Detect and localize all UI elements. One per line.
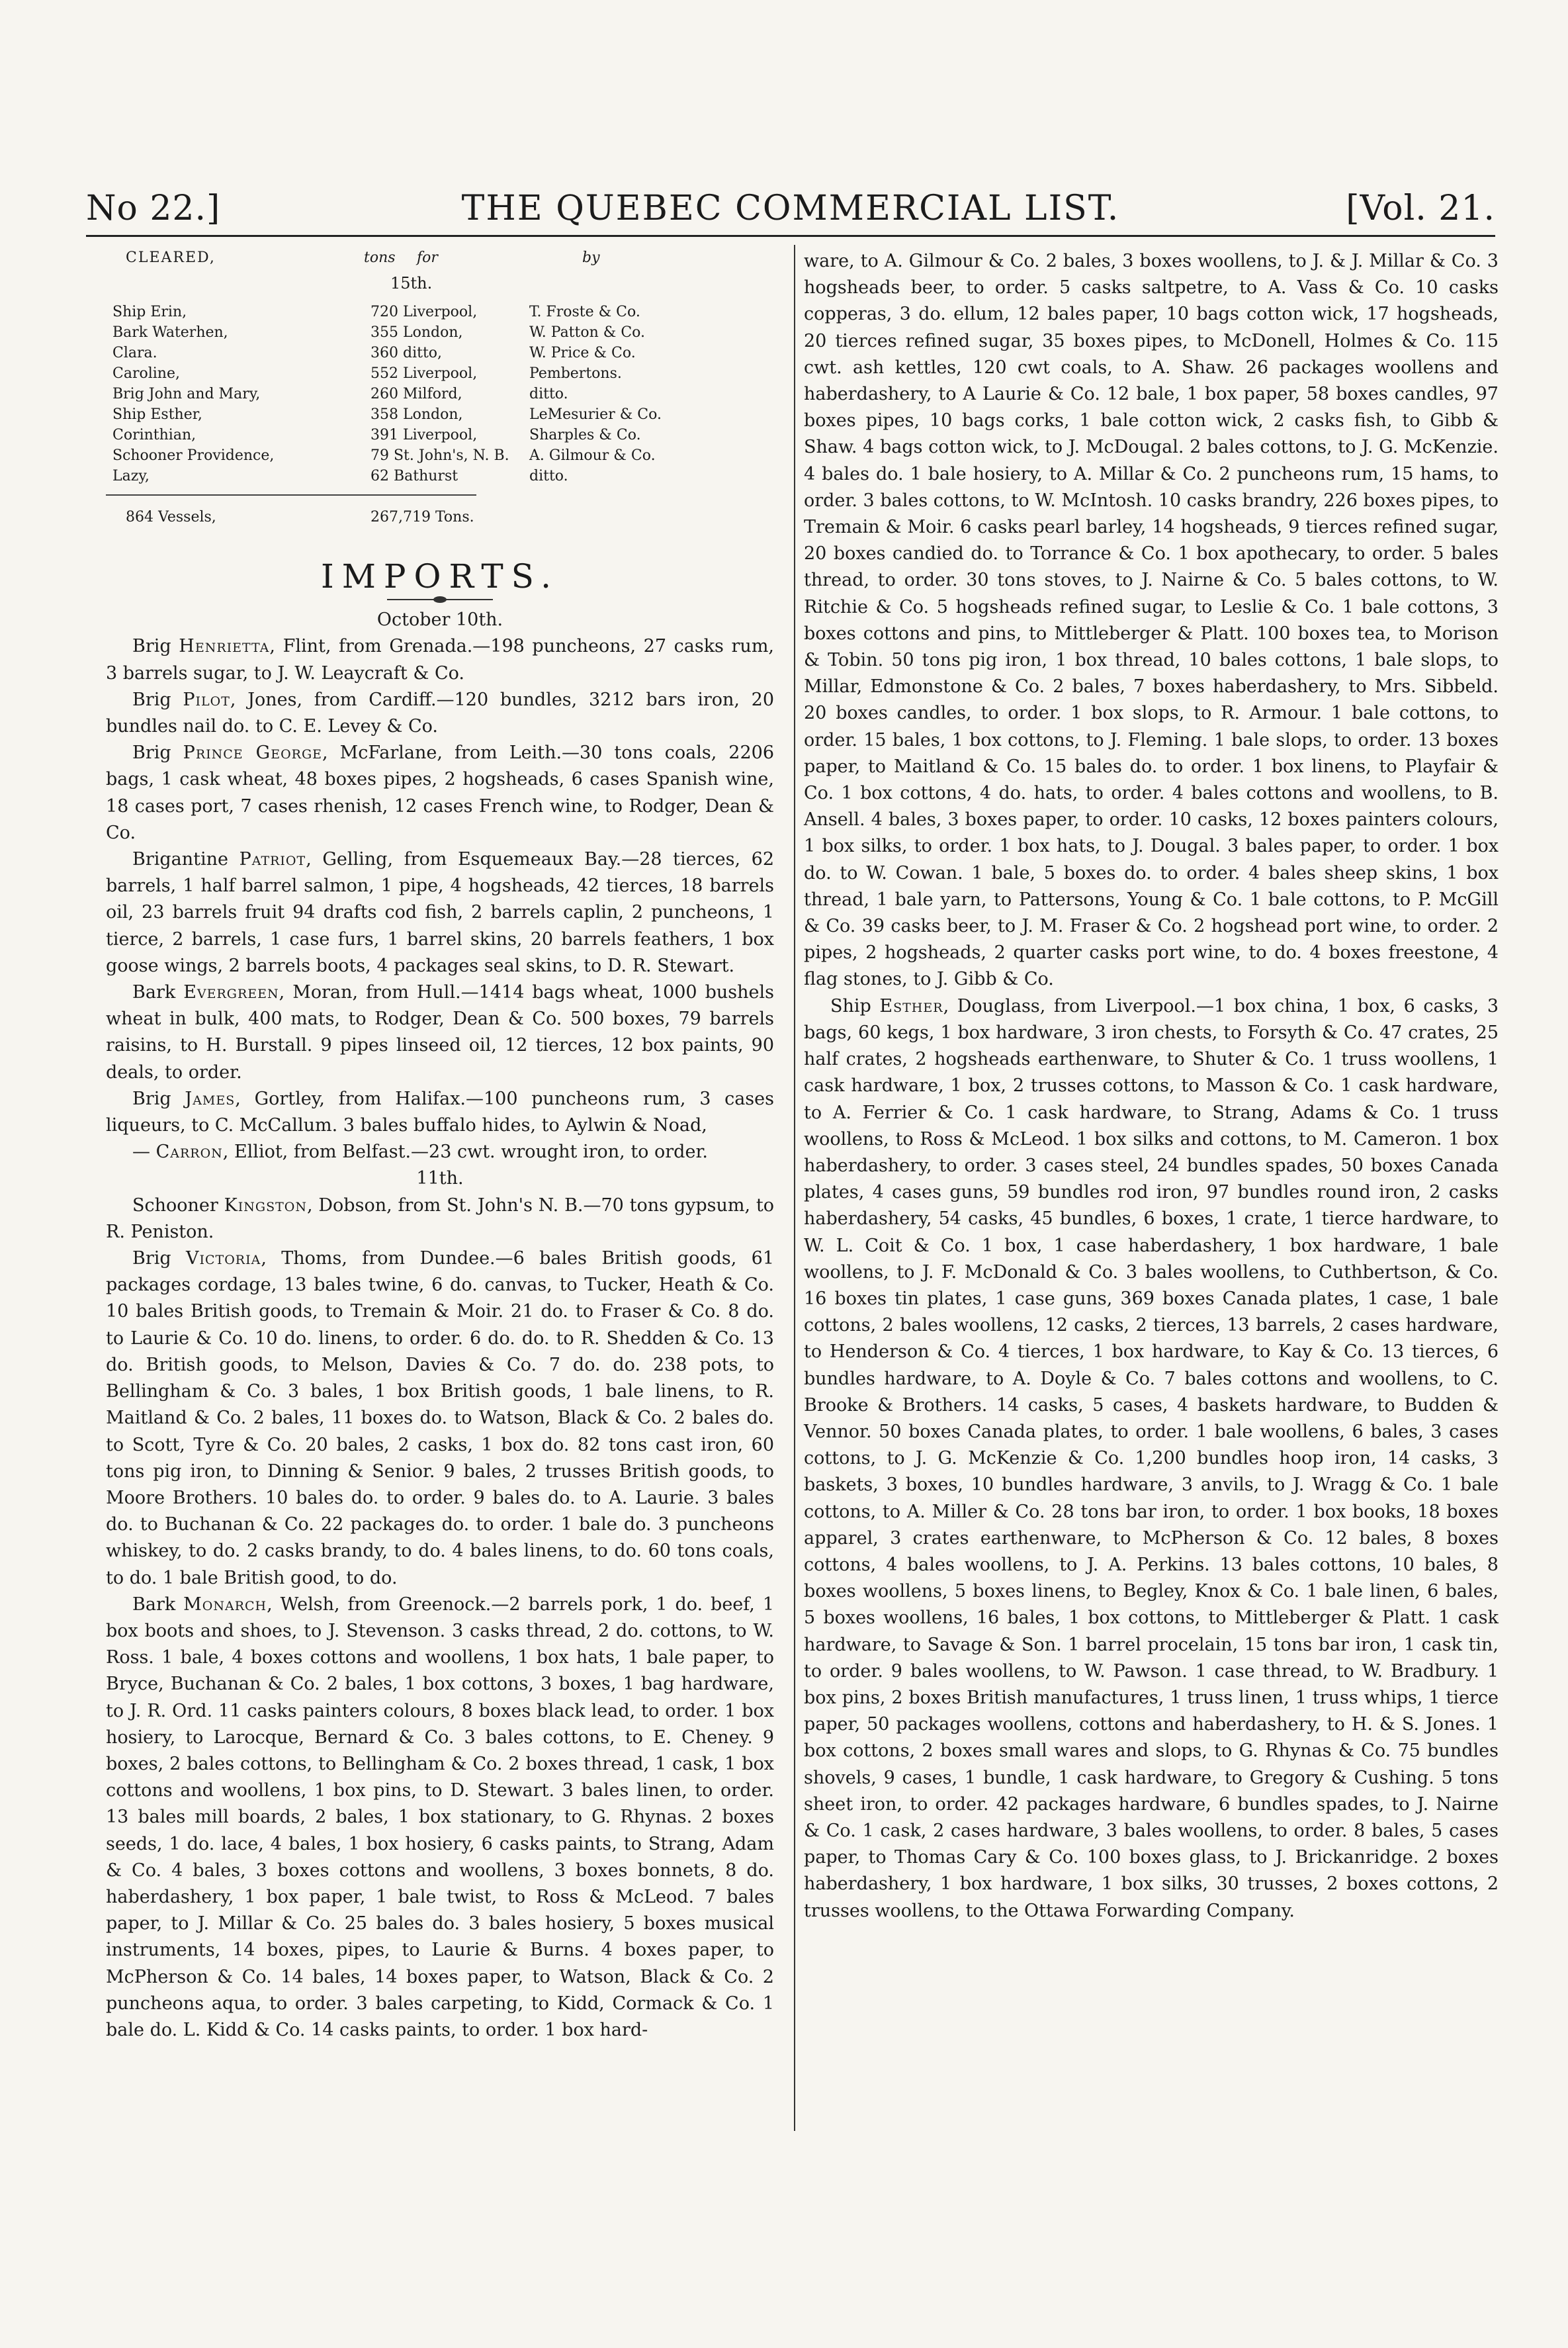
cleared-by: Pembertons. bbox=[529, 365, 622, 382]
ship-name: Caroline, bbox=[112, 365, 180, 382]
cleared-by: W. Patton & Co. bbox=[529, 324, 646, 341]
imports-heading: IMPORTS. bbox=[320, 557, 560, 596]
cleared-row bbox=[106, 467, 774, 486]
cleared-row bbox=[106, 405, 774, 425]
ship-name: Ship Erin, bbox=[112, 304, 187, 320]
manifest-entry: — Carron, Elliot, from Belfast.—23 cwt. wrought iron, to order. bbox=[132, 1142, 708, 1163]
tons-destination: 391 Liverpool, bbox=[370, 427, 478, 443]
manifest-entry: Brig Pilot, Jones, from Cardiff.—120 bundles, 3212 bars iron, 20 bundles nail do. to C. E. Levey & Co. bbox=[106, 689, 775, 737]
ship-name: Corinthian, bbox=[112, 427, 196, 443]
manifest-entry: Brigantine Patriot, Gelling, from Esquemeaux Bay.—28 tierces, 62 barrels, 1 half barrel salmon, 1 pipe, 4 hogsheads, 42 tierces, 18 barrels oil, 23 barrels fruit 94 drafts cod fish, 2 barrels caplin, 2 puncheons, 1 tierce, 2 barrels, 1 case furs, 1 barrel skins, 20 barrels feathers, 1 box goose wings, 2 barrels boots, 4 packages seal skins, to D. R. Stewart. bbox=[106, 849, 774, 976]
cleared-rule bbox=[106, 494, 476, 496]
cleared-row bbox=[106, 343, 774, 363]
tons-destination: 360 ditto, bbox=[370, 345, 443, 361]
manifest-entry: Brig James, Gortley, from Halifax.—100 puncheons rum, 3 cases liqueurs, to C. McCallum. 3 bales buffalo hides, to Aylwin & Noad, bbox=[106, 1088, 775, 1136]
cleared-heading: CLEARED, bbox=[126, 249, 216, 266]
page-header bbox=[86, 189, 1495, 242]
issue-number: No 22.] bbox=[86, 189, 221, 228]
cleared-by: A. Gilmour & Co. bbox=[529, 447, 656, 464]
col-by: by bbox=[582, 249, 600, 266]
cleared-row bbox=[106, 446, 774, 466]
cleared-total-row bbox=[106, 508, 774, 527]
manifest-entry: ware, to A. Gilmour & Co. 2 bales, 3 boxes woollens, to J. & J. Millar & Co. 3 hogsheads beer, to order. 5 casks saltpetre, to A. Vass & Co. 10 casks copperas, 3 do. ellum, 12 bales paper, 10 bags cotton wick, 17 hogsheads, 20 tierces refined sugar, 35 boxes pipes, to McDonell, Holmes & Co. 115 cwt. ash kettles, 120 cwt coals, to A. Shaw. 26 packages woollens and haberdashery, to A Laurie & Co. 12 bale, 1 box paper, 58 boxes candles, 97 boxes pipes, 10 bags corks, 1 bale cotton wick, 2 casks fish, to Gibb & Shaw. 4 bags cotton wick, to J. McDougal. 2 bales cottons, to J. G. McKenzie. 4 bales do. 1 bale hosiery, to A. Millar & Co. 2 puncheons rum, 15 hams, to order. 3 bales cottons, to W. McIntosh. 10 casks brandry, 226 boxes pipes, to Tremain & Moir. 6 casks pearl barley, 14 hogsheads, 9 tierces refined sugar, 20 boxes candied do. to Torrance & Co. 1 box apothecary, to order. 5 bales thread, to order. 30 tons stoves, to J. Nairne & Co. 5 bales cottons, to W. Ritchie & Co. 5 hogsheads refined sugar, to Leslie & Co. 1 bale cottons, 3 boxes cottons and pins, to Mittleberger & Platt. 100 boxes tea, to Morison & Tobin. 50 tons pig iron, 1 box thread, 10 bales cottons, 1 bale slops, to Millar, Edmonstone & Co. 2 bales, 7 boxes haberdashery, to Mrs. Sibbeld. 20 boxes candles, to order. 1 box slops, to R. Armour. 1 bale cottons, to order. 15 bales, 1 box cottons, to J. Fleming. 1 bale slops, to order. 13 boxes paper, to Maitland & Co. 15 bales do. to order. 1 box linens, to Playfair & Co. 1 box cottons, 4 do. hats, to order. 4 bales cottons and woollens, to B. Ansell. 4 bales, 3 boxes paper, to order. 10 casks, 12 boxes painters colours, 1 box silks, to order. 1 box hats, to J. Dougal. 3 bales paper, to order. 1 box do. to W. Cowan. 1 bale, 5 boxes do. to order. 4 bales sheep skins, 1 box thread, 1 bale yarn, to Pattersons, Young & Co. 1 bale cottons, to P. McGill & Co. 39 casks beer, to J. M. Fraser & Co. 2 hogshead port wine, to order. 2 pipes, 2 hogsheads, 2 quarter casks port wine, to do. 4 boxes freestone, 4 flag stones, to J. Gibb & Co. bbox=[804, 251, 1499, 990]
ship-name: Clara. bbox=[112, 345, 157, 361]
cleared-by: ditto. bbox=[529, 386, 568, 402]
cleared-by: Sharples & Co. bbox=[529, 427, 641, 443]
tons-destination: 260 Milford, bbox=[370, 386, 462, 402]
manifest-entry: Brig Victoria, Thoms, from Dundee.—6 bales British goods, 61 packages cordage, 13 bales twine, 6 do. canvas, to Tucker, Heath & Co. 10 bales British goods, to Tremain & Moir. 21 do. to Fraser & Co. 8 do. to Laurie & Co. 10 do. linens, to order. 6 do. do. to R. Shedden & Co. 13 do. British goods, to Melson, Davies & Co. 7 do. do. 238 pots, to Bellingham & Co. 3 bales, 1 box British goods, 1 bale linens, to R. Maitland & Co. 2 bales, 11 boxes do. to Watson, Black & Co. 2 bales do. to Scott, Tyre & Co. 20 bales, 2 casks, 1 box do. 82 tons cast iron, 60 tons pig iron, to Dinning & Senior. 9 bales, 2 trusses British goods, to Moore Brothers. 10 bales do. to order. 9 bales do. to A. Laurie. 3 bales do. to Buchanan & Co. 22 packages do. to order. 1 bale do. 3 puncheons whiskey, to do. 2 casks brandy, to do. 4 bales linens, to do. 60 tons coals, to do. 1 bale British good, to do. bbox=[106, 1248, 774, 1588]
ship-name: Bark Waterhen, bbox=[112, 324, 228, 341]
volume-number: [Vol. 21. bbox=[1346, 189, 1495, 228]
col-tons: tons bbox=[364, 249, 396, 266]
tons-destination: 62 Bathurst bbox=[370, 468, 458, 484]
ship-name: Ship Esther, bbox=[112, 406, 202, 423]
tons-destination: 355 London, bbox=[370, 324, 463, 341]
page-title: THE QUEBEC COMMERCIAL LIST. bbox=[461, 189, 1120, 228]
cleared-by: LeMesurier & Co. bbox=[529, 406, 662, 423]
manifest-entry: Brig Prince George, McFarlane, from Leith.—30 tons coals, 2206 bags, 1 cask wheat, 48 boxes pipes, 2 hogsheads, 6 cases Spanish wine, 18 cases port, 7 cases rhenish, 12 cases French wine, to Rodger, Dean & Co. bbox=[106, 743, 774, 843]
manifest-entry: Schooner Kingston, Dobson, from St. John's N. B.—70 tons gypsum, to R. Peniston. bbox=[106, 1195, 775, 1242]
cleared-row bbox=[106, 384, 774, 404]
column-divider bbox=[794, 245, 795, 2131]
manifest-entry: Brig Henrietta, Flint, from Grenada.—198 puncheons, 27 casks rum, 3 barrels sugar, to J. W. Leaycraft & Co. bbox=[106, 636, 774, 684]
cleared-by: W. Price & Co. bbox=[529, 345, 636, 361]
tons-destination: 552 Liverpool, bbox=[370, 365, 478, 382]
cleared-date: 15th. bbox=[390, 274, 433, 293]
manifest-entry: Bark Monarch, Welsh, from Greenock.—2 barrels pork, 1 do. beef, 1 box boots and shoes, to J. Stevenson. 3 casks thread, 2 do. cottons, to W. Ross. 1 bale, 4 boxes cottons and woollens, 1 box hats, 1 bale paper, to Bryce, Buchanan & Co. 2 bales, 1 box cottons, 3 boxes, 1 bag hardware, to J. R. Ord. 11 casks painters colours, 8 boxes black lead, to order. 1 box hosiery, to Larocque, Bernard & Co. 3 bales cottons, to E. Cheney. 9 boxes, 2 bales cottons, to Bellingham & Co. 2 boxes thread, 1 cask, 1 box cottons and woollens, 1 box pins, to D. Stewart. 3 bales linen, to order. 13 bales mill boards, 2 bales, 1 box stationary, to G. Rhynas. 2 boxes seeds, 1 do. lace, 4 bales, 1 box hosiery, 6 casks paints, to Strang, Adam & Co. 4 bales, 3 boxes cottons and woollens, 3 boxes bonnets, 8 do. haberdashery, 1 box paper, 1 bale twist, to Ross & McLeod. 7 bales paper, to J. Millar & Co. 25 bales do. 3 bales hosiery, 5 boxes musical instruments, 14 boxes, pipes, to Laurie & Burns. 4 boxes paper, to McPherson & Co. 14 bales, 14 boxes paper, to Watson, Black & Co. 2 puncheons aqua, to order. 3 bales carpeting, to Kidd, Cormack & Co. 1 bale do. L. Kidd & Co. 14 casks paints, to order. 1 box hard- bbox=[106, 1594, 774, 2040]
header-rule bbox=[86, 235, 1495, 237]
cleared-row bbox=[106, 302, 774, 322]
tons-destination: 79 St. John's, N. B. bbox=[370, 447, 509, 464]
ship-name: Brig John and Mary, bbox=[112, 386, 261, 402]
total-vessels: 864 Vessels, bbox=[126, 509, 216, 525]
cleared-by: T. Froste & Co. bbox=[529, 304, 640, 320]
manifest-entry: Ship Esther, Douglass, from Liverpool.—1 box china, 1 box, 6 casks, 3 bags, 60 kegs, 1 box hardware, 3 iron chests, to Forsyth & Co. 47 crates, 25 half crates, 2 hogsheads earthenware, to Shuter & Co. 1 truss woollens, 1 cask hardware, 1 box, 2 trusses cottons, to Masson & Co. 1 cask hardware, to A. Ferrier & Co. 1 cask hardware, to Strang, Adams & Co. 1 truss woollens, to Ross & McLeod. 1 box silks and cottons, to M. Cameron. 1 box haberdashery, to order. 3 cases steel, 24 bundles spades, 50 boxes Canada plates, 4 cases guns, 59 bundles rod iron, 97 bundles round iron, 2 casks haberdashery, 54 casks, 45 bundles, 6 boxes, 1 crate, 1 tierce hardware, to W. L. Coit & Co. 1 box, 1 case haberdashery, 1 box hardware, 1 bale woollens, to J. F. McDonald & Co. 3 bales woollens, to Cuthbertson, & Co. 16 boxes tin plates, 1 case guns, 369 boxes Canada plates, 1 case, 1 bale cottons, 2 bales woollens, 12 casks, 2 tierces, 13 barrels, 2 cases hardware, to Henderson & Co. 4 tierces, 1 box hardware, to Kay & Co. 13 tierces, 6 bundles hardware, to A. Doyle & Co. 7 bales cottons and woollens, to C. Brooke & Brothers. 14 casks, 5 cases, 4 baskets hardware, to Budden & Vennor. 50 boxes Canada plates, to order. 1 bale woollens, 6 bales, 3 cases cottons, to J. G. McKenzie & Co. 1,200 bundles hoop iron, 14 casks, 3 baskets, 3 boxes, 10 bundles hardware, 3 anvils, to J. Wragg & Co. 1 bale cottons, to A. Miller & Co. 28 tons bar iron, to order. 1 box books, 18 boxes apparel, 3 crates earthenware, to McPherson & Co. 12 bales, 8 boxes cottons, 4 bales woollens, to J. A. Perkins. 13 bales cottons, 10 bales, 8 boxes woollens, 5 boxes linens, to Begley, Knox & Co. 1 bale linen, 6 bales, 5 boxes woollens, 16 bales, 1 box cottons, to Mittleberger & Platt. 1 cask hardware, to Savage & Son. 1 barrel procelain, 15 tons bar iron, 1 cask tin, to order. 9 bales woollens, to W. Pawson. 1 case thread, to W. Bradbury. 1 box pins, 2 boxes British manufactures, 1 truss linen, 1 truss whips, 1 tierce paper, 50 packages woollens, cottons and haberdashery, to H. & S. Jones. 1 box cottons, 2 boxes small wares and slops, to G. Rhynas & Co. 75 bundles shovels, 9 cases, 1 bundle, 1 cask hardware, to Gregory & Cushing. 5 tons sheet iron, to order. 42 packages hardware, 6 bundles spades, to J. Nairne & Co. 1 cask, 2 cases hardware, 3 bales woollens, to order. 8 bales, 5 cases paper, to Thomas Cary & Co. 100 boxes glass, to J. Brickanridge. 2 boxes haberdashery, 1 box hardware, 1 box silks, 30 trusses, 2 boxes cottons, 2 trusses woollens, to the Ottawa Forwarding Company. bbox=[804, 995, 1499, 1921]
cleared-row bbox=[106, 426, 774, 445]
tons-destination: 358 London, bbox=[370, 406, 463, 423]
cleared-by: ditto. bbox=[529, 468, 568, 484]
imports-date-oct10: October 10th. bbox=[376, 610, 503, 631]
right-column bbox=[804, 248, 1499, 1924]
manifest-entry: Bark Evergreen, Moran, from Hull.—1414 bags wheat, 1000 bushels wheat in bulk, 400 mats, to Rodger, Dean & Co. 500 boxes, 79 barrels raisins, to H. Burstall. 9 pipes linseed oil, 12 tierces, 12 box paints, 90 deals, to order. bbox=[106, 982, 774, 1083]
cleared-row bbox=[106, 323, 774, 343]
ornament-rule bbox=[387, 595, 493, 604]
left-column bbox=[106, 248, 774, 2044]
col-for: for bbox=[417, 249, 438, 266]
ship-name: Lazy, bbox=[112, 468, 150, 484]
cleared-row bbox=[106, 364, 774, 384]
ship-name: Schooner Providence, bbox=[112, 447, 275, 464]
total-tons: 267,719 Tons. bbox=[370, 509, 474, 525]
tons-destination: 720 Liverpool, bbox=[370, 304, 478, 320]
cleared-table bbox=[106, 248, 774, 559]
imports-date-oct11: 11th. bbox=[416, 1168, 464, 1189]
